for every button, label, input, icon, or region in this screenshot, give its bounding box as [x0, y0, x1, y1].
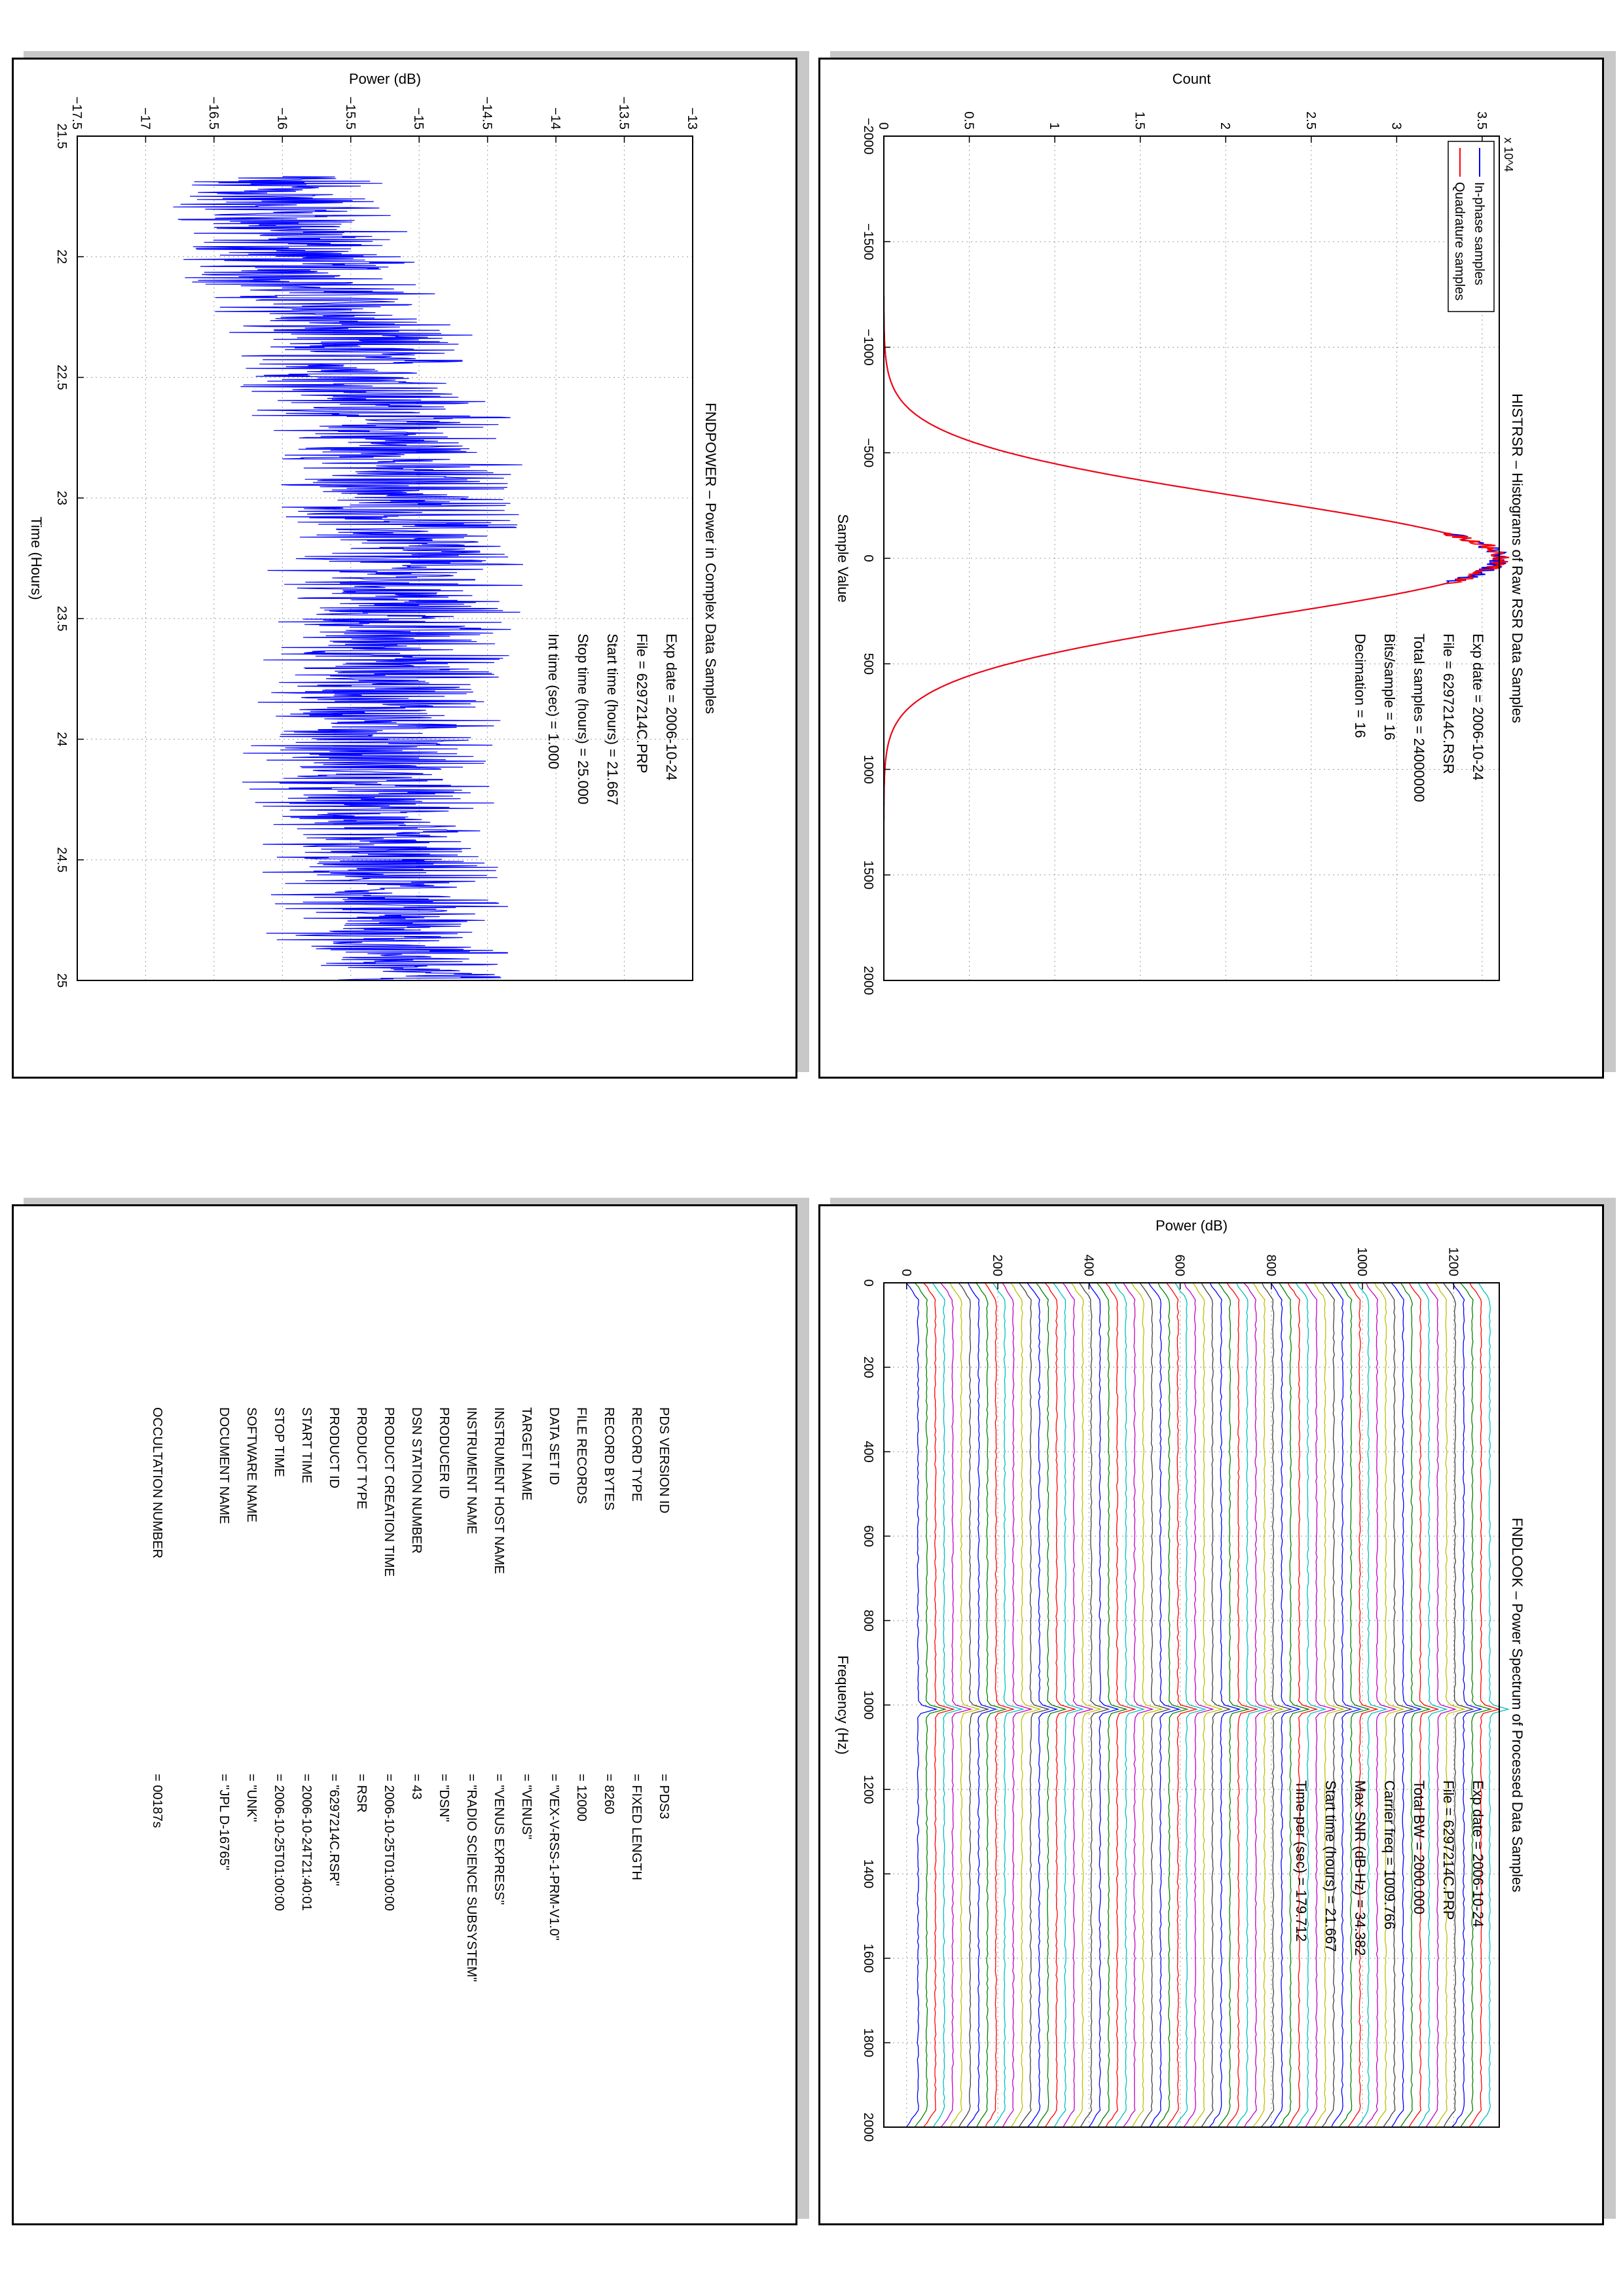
histrsr-ytick-label: 2.5 — [1303, 111, 1318, 130]
histrsr-panel — [818, 58, 1604, 1079]
histrsr-xtick-label: −1500 — [861, 223, 875, 260]
fndpower-ylabel: Power (dB) — [348, 71, 422, 87]
label-key: DOCUMENT NAME — [217, 1407, 231, 1524]
label-value: = "VENUS EXPRESS" — [492, 1774, 506, 1905]
label-key: RECORD TYPE — [629, 1407, 644, 1502]
fndlook-info-line: Start time (hours) = 21.667 — [1322, 1780, 1339, 1952]
label-value: = FIXED LENGTH — [629, 1774, 644, 1880]
fndlook-xtick-label: 2000 — [861, 2112, 875, 2142]
histrsr-ytick-label: 3 — [1389, 122, 1404, 130]
label-table — [18, 1211, 791, 2219]
fndlook-info-line: Time-per (sec) = 179.712 — [1293, 1780, 1309, 1942]
label-value: = RSR — [354, 1774, 369, 1813]
fndlook-ytick-label: 400 — [1081, 1254, 1096, 1276]
fndlook-series-line — [993, 1283, 1023, 2127]
label-key: DSN STATION NUMBER — [409, 1407, 424, 1554]
fndlook-ytick-label: 1000 — [1355, 1247, 1370, 1276]
label-key: TARGET NAME — [519, 1407, 534, 1501]
fndlook-xtick-label: 800 — [861, 1609, 875, 1632]
histrsr-xtick-label: 2000 — [861, 965, 875, 996]
fndpower-info-line: Start time (hours) = 21.667 — [604, 634, 621, 806]
fndlook-series-line — [1383, 1283, 1413, 2127]
histrsr-xlabel: Sample Value — [835, 514, 851, 603]
fndlook-xtick-label: 1400 — [861, 1859, 875, 1889]
label-value: = "JPL D-16765" — [217, 1774, 231, 1871]
fndpower-ytick-label: −15 — [411, 107, 426, 130]
histrsr-ylabel: Count — [1172, 71, 1211, 87]
histrsr-ytick-label: 2 — [1218, 122, 1233, 130]
label-key: OCCULTATION NUMBER — [150, 1407, 164, 1559]
histrsr-ytick-label: 0.5 — [961, 111, 976, 130]
fndpower-ytick-label: −13 — [685, 107, 699, 130]
fndlook-title: FNDLOOK – Power Spectrum of Processed Data Samples — [1509, 1517, 1525, 1893]
histrsr-xtick-label: 1000 — [861, 755, 875, 784]
fndlook-series-line — [1478, 1283, 1508, 2127]
label-value: = "6297214C.RSR" — [327, 1774, 341, 1886]
fndpower-xtick-label: 23 — [54, 490, 69, 505]
fndlook-xtick-label: 1600 — [861, 1943, 875, 1973]
fndlook-ytick-label: 1200 — [1446, 1247, 1461, 1276]
fndpower-xtick-label: 24 — [54, 732, 69, 747]
label-value: = "RADIO SCIENCE SUBSYSTEM" — [464, 1774, 479, 1982]
fndpower-ytick-label: −15.5 — [342, 96, 357, 130]
fndpower-xlabel: Time (Hours) — [28, 516, 45, 600]
label-value: = 00187s — [150, 1774, 164, 1828]
label-value: = PDS3 — [657, 1774, 671, 1820]
label-key: INSTRUMENT HOST NAME — [492, 1407, 506, 1574]
fndlook-xtick-label: 600 — [861, 1525, 875, 1547]
fndlook-ytick-label: 200 — [990, 1254, 1005, 1276]
label-key: PRODUCT CREATION TIME — [382, 1407, 396, 1577]
fndlook-series-line — [1339, 1283, 1369, 2127]
fndlook-series-line — [1305, 1283, 1335, 2127]
label-key: PRODUCER ID — [437, 1407, 451, 1499]
fndlook-series-line — [1236, 1283, 1266, 2127]
label-value: = 8260 — [602, 1774, 616, 1814]
fndlook-info-line: Total BW = 2000.000 — [1411, 1780, 1427, 1914]
label-key: FILE RECORDS — [574, 1407, 589, 1504]
fndpower-xtick-label: 22 — [54, 249, 69, 264]
fndlook-ytick-label: 0 — [898, 1268, 913, 1276]
fndlook-xtick-label: 1000 — [861, 1690, 875, 1720]
histrsr-ytick-label: 3.5 — [1474, 111, 1489, 130]
fndlook-xtick-label: 1800 — [861, 2028, 875, 2058]
histrsr-chart — [825, 64, 1597, 1072]
fndpower-info-line: File = 6297214C.PRP — [634, 634, 650, 774]
histrsr-xtick-label: −1000 — [861, 329, 875, 366]
fndpower-ytick-label: −16 — [274, 107, 289, 130]
fndlook-series-line — [941, 1283, 971, 2127]
fndlook-series-line — [1252, 1283, 1283, 2127]
fndlook-series-line — [915, 1283, 945, 2127]
fndpower-ytick-label: −14.5 — [479, 96, 494, 130]
fndpower-xtick-label: 21.5 — [54, 123, 69, 149]
fndlook-series-line — [985, 1283, 1013, 2127]
fndpower-xtick-label: 22.5 — [54, 365, 69, 391]
histrsr-info-line: Total samples = 24000000 — [1411, 634, 1427, 802]
fndpower-info-line: Stop time (hours) = 25.000 — [575, 634, 591, 805]
fndpower-info-line: Int time (sec) = 1.000 — [545, 634, 562, 770]
fndpower-ytick-label: −14 — [548, 107, 563, 130]
label-key: INSTRUMENT NAME — [464, 1407, 479, 1535]
fndlook-chart — [825, 1211, 1597, 2219]
histrsr-title: HISTRSR – Histograms of Raw RSR Data Samples — [1509, 393, 1525, 723]
fndpower-ytick-label: −13.5 — [616, 96, 631, 130]
fndlook-series-line — [1227, 1283, 1257, 2127]
fndlook-series-line — [1218, 1283, 1249, 2127]
label-value: = "VENUS" — [519, 1774, 534, 1840]
histrsr-y-multiplier: x 10^4 — [1502, 137, 1515, 172]
label-key: STOP TIME — [272, 1407, 286, 1477]
histrsr-ytick-label: 1 — [1047, 122, 1062, 130]
label-key: DATA SET ID — [547, 1407, 561, 1485]
fndlook-xtick-label: 400 — [861, 1441, 875, 1463]
label-value: = 2006-10-25T01:00:00 — [272, 1774, 286, 1911]
fndlook-series-line — [1209, 1283, 1239, 2127]
histrsr-legend — [1448, 141, 1494, 312]
label-value: = "UNK" — [244, 1774, 259, 1822]
fndlook-panel — [818, 1204, 1604, 2225]
histrsr-info — [1352, 634, 1486, 802]
label-value: = "VEX-V-RSS-1-PRM-V1.0" — [547, 1774, 561, 1941]
fndlook-info — [1293, 1780, 1486, 1956]
fndpower-ytick-label: −17.5 — [69, 96, 84, 130]
label-key: PRODUCT TYPE — [354, 1407, 369, 1509]
fndlook-info-line: Max SNR (dB-Hz) = 34.382 — [1352, 1780, 1368, 1956]
fndlook-xtick-label: 1200 — [861, 1774, 875, 1804]
fndlook-series-line — [1097, 1283, 1126, 2127]
fndlook-info-line: Carrier freq = 1009.766 — [1381, 1780, 1398, 1930]
fndpower-xtick-label: 24.5 — [54, 847, 69, 873]
legend-in-phase: In-phase samples — [1472, 182, 1486, 285]
fndpower-ytick-label: −16.5 — [206, 96, 221, 130]
label-key: SOFTWARE NAME — [244, 1407, 259, 1522]
histrsr-xtick-label: −500 — [861, 438, 875, 468]
label-value: = 12000 — [574, 1774, 589, 1821]
histrsr-ytick-label: 0 — [876, 122, 890, 130]
label-key: PRODUCT ID — [327, 1407, 341, 1489]
fndpower-ytick-label: −17 — [137, 107, 153, 130]
label-key: START TIME — [299, 1407, 314, 1484]
legend-quadrature: Quadrature samples — [1452, 182, 1467, 301]
histrsr-xtick-label: 500 — [861, 653, 875, 675]
fndlook-ytick-label: 600 — [1172, 1254, 1187, 1276]
histrsr-info-line: Bits/sample = 16 — [1381, 634, 1398, 741]
histrsr-info-line: Exp date = 2006-10-24 — [1470, 634, 1486, 781]
fndlook-ylabel: Power (dB) — [1155, 1217, 1228, 1234]
label-value: = "DSN" — [437, 1774, 451, 1822]
fndlook-xtick-label: 200 — [861, 1356, 875, 1378]
label-value: = 43 — [409, 1774, 424, 1800]
fndpower-title: FNDPOWER – Power in Complex Data Samples — [702, 403, 719, 714]
fndpower-xtick-label: 25 — [54, 973, 69, 988]
fndpower-xtick-label: 23.5 — [54, 605, 69, 632]
histrsr-ytick-label: 1.5 — [1132, 111, 1147, 130]
histrsr-info-line: Decimation = 16 — [1352, 634, 1368, 738]
fndpower-panel — [12, 58, 797, 1079]
fndlook-info-line: File = 6297214C.PRP — [1440, 1780, 1457, 1920]
histrsr-xtick-label: 0 — [861, 554, 875, 562]
fndlook-ytick-label: 800 — [1263, 1254, 1278, 1276]
label-value: = 2006-10-24T21:40:01 — [299, 1774, 314, 1911]
fndlook-series-line — [1019, 1283, 1049, 2127]
fndlook-xtick-label: 0 — [861, 1279, 875, 1287]
fndlook-series-line — [906, 1283, 936, 2127]
label-key: RECORD BYTES — [602, 1407, 616, 1511]
label-value: = 2006-10-25T01:00:00 — [382, 1774, 396, 1911]
histrsr-info-line: File = 6297214C.RSR — [1440, 634, 1457, 774]
fndpower-info-line: Exp date = 2006-10-24 — [663, 634, 680, 781]
histrsr-xtick-label: 1500 — [861, 860, 875, 889]
label-key: PDS VERSION ID — [657, 1407, 671, 1514]
label-panel — [12, 1204, 797, 2225]
fndlook-info-line: Exp date = 2006-10-24 — [1470, 1780, 1486, 1928]
fndlook-xlabel: Frequency (Hz) — [835, 1655, 851, 1755]
fndpower-chart — [18, 64, 791, 1072]
histrsr-xtick-label: −2000 — [861, 117, 875, 155]
fndpower-info — [545, 634, 680, 805]
